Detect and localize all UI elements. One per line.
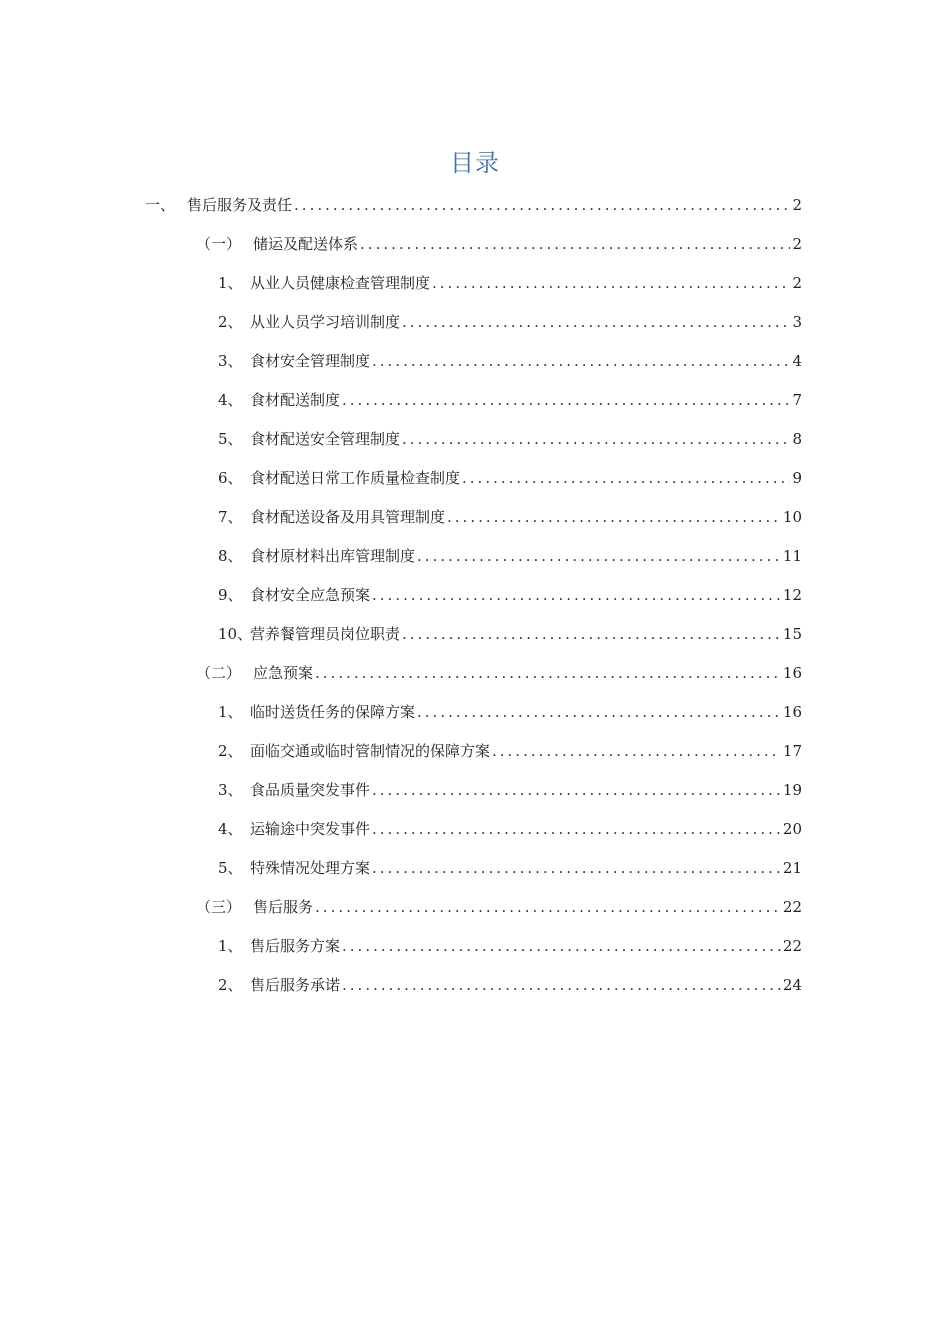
- toc-entry-number: 5、: [218, 430, 243, 448]
- toc-page-number: 2: [792, 274, 802, 292]
- toc-entry-text: 储运及配送体系: [253, 235, 359, 253]
- toc-entry-l3[interactable]: [218, 498, 802, 537]
- toc-page-number: 21: [782, 859, 802, 877]
- toc-entry-number: 2、: [218, 976, 243, 994]
- toc-entry-number: 1、: [218, 937, 243, 955]
- toc-entry-text: 应急预案: [253, 664, 314, 682]
- toc-entry-l3[interactable]: [218, 966, 802, 1005]
- toc-entry-number: （一）: [196, 235, 242, 253]
- toc-entry-text: 从业人员学习培训制度: [250, 313, 401, 331]
- toc-entry-l3[interactable]: [218, 615, 802, 654]
- toc-entry-text: 食材安全应急预案: [250, 586, 371, 604]
- toc-dot-leader: [294, 186, 790, 225]
- toc-entry-l3[interactable]: [218, 303, 802, 342]
- toc-entry-text: 运输途中突发事件: [250, 820, 371, 838]
- toc-entry-text: 食材配送日常工作质量检查制度: [250, 469, 461, 487]
- toc-dot-leader: [372, 342, 790, 381]
- toc-entry-l3[interactable]: [218, 927, 802, 966]
- toc-page-number: 2: [792, 196, 802, 214]
- toc-entry-number: 1、: [218, 703, 243, 721]
- toc-page-number: 24: [782, 976, 802, 994]
- toc-entry-l1[interactable]: [145, 186, 802, 225]
- toc-page-number: 11: [782, 547, 802, 565]
- toc-entry-l3[interactable]: [218, 459, 802, 498]
- toc-page-number: 7: [792, 391, 802, 409]
- toc-entry-l2[interactable]: [196, 654, 802, 693]
- toc-entry-number: （二）: [196, 664, 242, 682]
- toc-entry-l3[interactable]: [218, 732, 802, 771]
- toc-entry-l3[interactable]: [218, 537, 802, 576]
- toc-dot-leader: [315, 654, 781, 693]
- toc-page-number: 16: [782, 664, 802, 682]
- toc-dot-leader: [372, 810, 781, 849]
- toc-entry-number: 10、: [218, 625, 253, 643]
- toc-entry-number: 7、: [218, 508, 243, 526]
- toc-entry-number: （三）: [196, 898, 242, 916]
- toc-dot-leader: [360, 225, 790, 264]
- toc-entry-number: 一、: [145, 196, 176, 214]
- toc-dot-leader: [402, 303, 790, 342]
- toc-entry-text: 营养餐管理员岗位职责: [250, 625, 401, 643]
- toc-page-number: 4: [792, 352, 802, 370]
- toc-page-number: 3: [792, 313, 802, 331]
- toc-page-number: 8: [792, 430, 802, 448]
- toc-entry-text: 售后服务方案: [250, 937, 341, 955]
- toc-entry-number: 4、: [218, 391, 243, 409]
- toc-entry-number: 8、: [218, 547, 243, 565]
- toc-dot-leader: [432, 264, 790, 303]
- toc-entry-l3[interactable]: [218, 264, 802, 303]
- toc-entry-number: 3、: [218, 781, 243, 799]
- toc-dot-leader: [342, 381, 790, 420]
- toc-entry-l2[interactable]: [196, 888, 802, 927]
- toc-dot-leader: [417, 537, 781, 576]
- toc-entry-l3[interactable]: [218, 381, 802, 420]
- toc-entry-text: 临时送货任务的保障方案: [250, 703, 416, 721]
- toc-entry-l3[interactable]: [218, 693, 802, 732]
- toc-entry-text: 食材原材料出库管理制度: [250, 547, 416, 565]
- toc-entry-l2[interactable]: [196, 225, 802, 264]
- toc-dot-leader: [372, 771, 781, 810]
- toc-dot-leader: [372, 576, 781, 615]
- toc-entry-l3[interactable]: [218, 342, 802, 381]
- toc-entry-text: 售后服务承诺: [250, 976, 341, 994]
- toc-entry-number: 3、: [218, 352, 243, 370]
- toc-entry-number: 6、: [218, 469, 243, 487]
- toc-dot-leader: [342, 966, 781, 1005]
- toc-page-number: 20: [782, 820, 802, 838]
- toc-page-number: 2: [792, 235, 802, 253]
- toc-entry-number: 1、: [218, 274, 243, 292]
- toc-entry-l3[interactable]: [218, 771, 802, 810]
- toc-entry-text: 特殊情况处理方案: [250, 859, 371, 877]
- toc-page-number: 10: [782, 508, 802, 526]
- toc-entry-l3[interactable]: [218, 576, 802, 615]
- toc-entry-text: 食材配送安全管理制度: [250, 430, 401, 448]
- toc-dot-leader: [402, 615, 781, 654]
- toc-dot-leader: [417, 693, 781, 732]
- toc-entry-number: 4、: [218, 820, 243, 838]
- toc-entry-text: 食材配送制度: [250, 391, 341, 409]
- toc-page-number: 17: [782, 742, 802, 760]
- toc-dot-leader: [447, 498, 781, 537]
- toc-entry-text: 食品质量突发事件: [250, 781, 371, 799]
- toc-page-number: 19: [782, 781, 802, 799]
- toc-entry-number: 2、: [218, 742, 243, 760]
- toc-dot-leader: [342, 927, 781, 966]
- toc-dot-leader: [492, 732, 781, 771]
- toc-dot-leader: [315, 888, 781, 927]
- toc-entry-number: 5、: [218, 859, 243, 877]
- toc-page-number: 22: [782, 937, 802, 955]
- toc-dot-leader: [462, 459, 790, 498]
- toc-entry-text: 食材安全管理制度: [250, 352, 371, 370]
- toc-entry-text: 食材配送设备及用具管理制度: [250, 508, 446, 526]
- toc-entry-text: 从业人员健康检查管理制度: [250, 274, 431, 292]
- toc-page-number: 12: [782, 586, 802, 604]
- toc-entry-number: 2、: [218, 313, 243, 331]
- toc-title: 目录: [450, 149, 500, 177]
- toc-entry-l3[interactable]: [218, 810, 802, 849]
- toc-page-number: 15: [782, 625, 802, 643]
- toc-entry-number: 9、: [218, 586, 243, 604]
- toc-page-number: 22: [782, 898, 802, 916]
- toc-entry-text: 面临交通或临时管制情况的保障方案: [250, 742, 491, 760]
- toc-entry-text: 售后服务: [253, 898, 314, 916]
- toc-entry-l3[interactable]: [218, 849, 802, 888]
- toc-page-number: 16: [782, 703, 802, 721]
- toc-entry-text: 售后服务及责任: [187, 196, 293, 214]
- toc-dot-leader: [402, 420, 790, 459]
- toc-entry-l3[interactable]: [218, 420, 802, 459]
- toc-page-number: 9: [792, 469, 802, 487]
- toc-dot-leader: [372, 849, 781, 888]
